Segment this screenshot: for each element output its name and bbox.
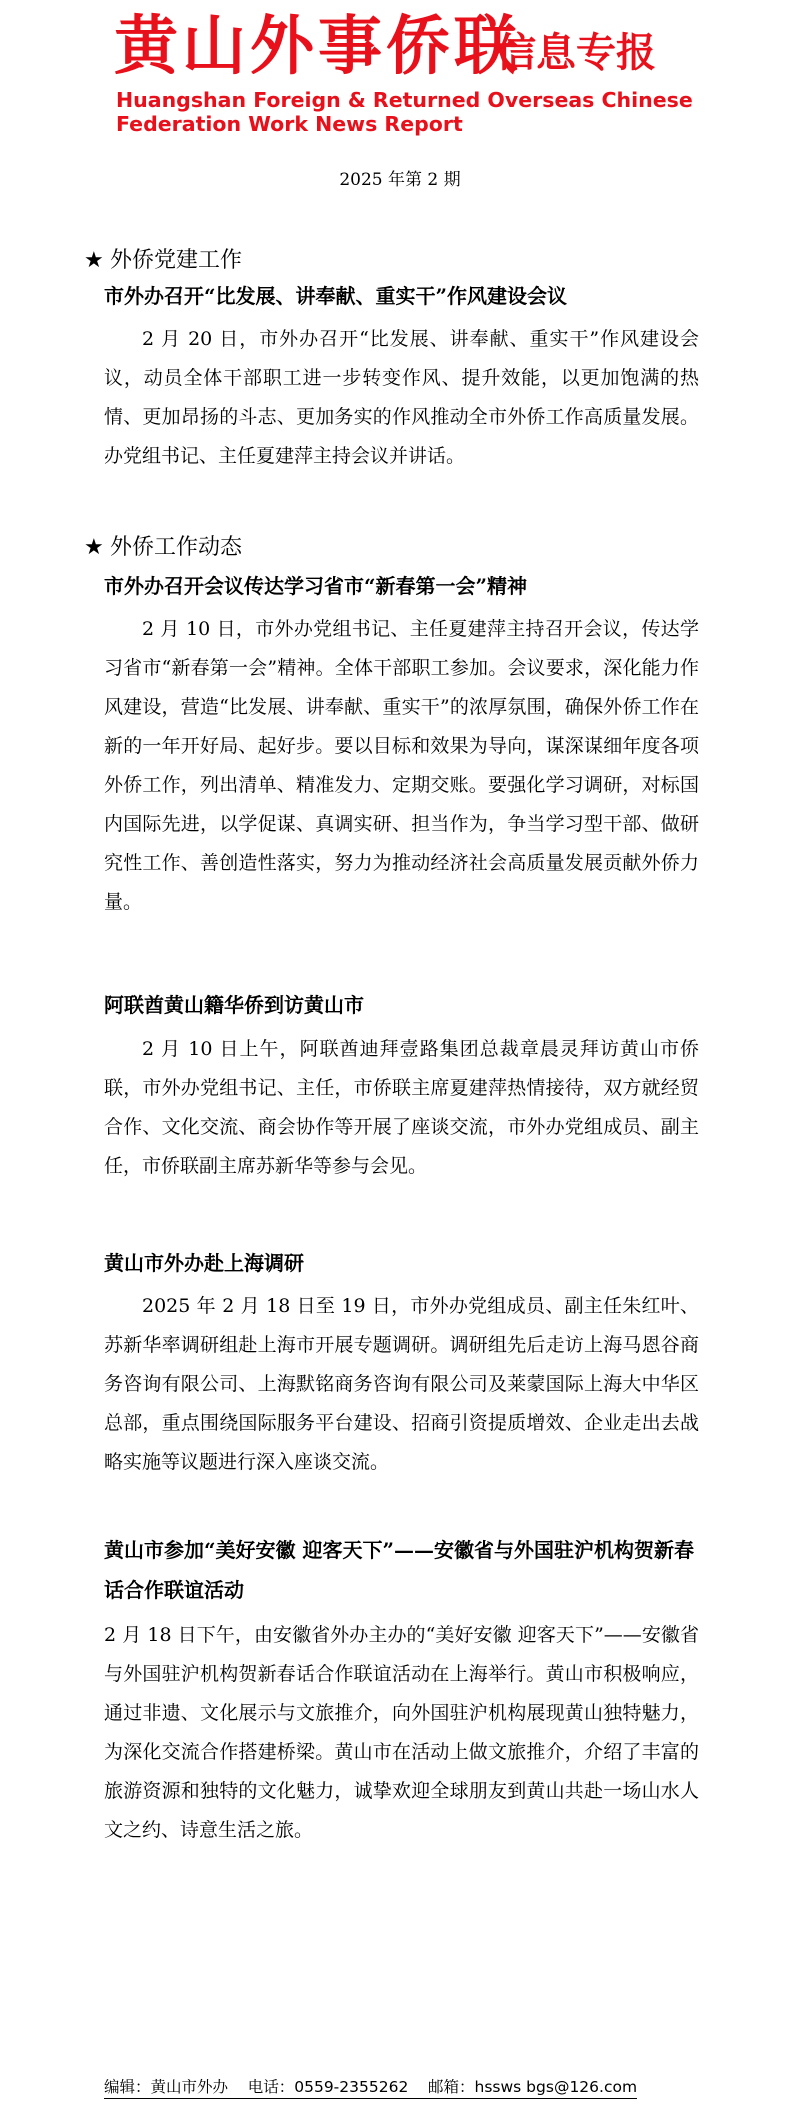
section-heading-text: 外侨工作动态: [110, 535, 243, 560]
section-heading-party-building: [84, 246, 242, 276]
article-title: 黄山市参加“美好安徽 迎客天下”——安徽省与外国驻沪机构贺新春话合作联谊活动: [104, 1538, 694, 1602]
article-body: 2 月 18 日下午，由安徽省外办主办的“美好安徽 迎客天下”——安徽省与外国驻沪机构贺新春话合作联谊活动在上海举行。黄山市积极响应，通过非遗、文化展示与文旅推介，向外国驻沪机构展现黄山独特魅力，为深化交流合作搭建桥梁。黄山市在活动上做文旅推介，介绍了丰富的旅游资源和独特的文化魅力，诚挚欢迎全球朋友到黄山共赴一场山水人文之约、诗意生活之旅。: [104, 1624, 699, 1841]
article-body: 2 月 10 日，市外办党组书记、主任夏建萍主持召开会议，传达学习省市“新春第一会”精神。全体干部职工参加。会议要求，深化能力作风建设，营造“比发展、讲奉献、重实干”的浓厚氛围，确保外侨工作在新的一年开好局、起好步。要以目标和效果为导向，谋深谋细年度各项外侨工作，列出清单、精准发力、定期交账。要强化学习调研，对标国内国际先进，以学促谋、真调实研、担当作为，争当学习型干部、做研究性工作、善创造性落实，努力为推动经济社会高质量发展贡献外侨力量。: [104, 618, 699, 913]
footer-editor: 编辑：黄山市外办: [104, 2078, 229, 2096]
masthead-english-line-1: Huangshan Foreign & Returned Overseas Chinese: [116, 88, 693, 112]
masthead-title: 黄山外事侨联: [114, 9, 522, 84]
masthead-english-line-2: Federation Work News Report: [116, 112, 463, 136]
article-body: 2 月 10 日上午，阿联酋迪拜壹路集团总裁章晨灵拜访黄山市侨联，市外办党组书记、主任，市侨联主席夏建萍热情接待，双方就经贸合作、文化交流、商会协作等开展了座谈交流，市外办党组成员、副主任，市侨联副主席苏新华等参与会见。: [104, 1038, 699, 1177]
article-body: 2025 年 2 月 18 日至 19 日，市外办党组成员、副主任朱红叶、苏新华率调研组赴上海市开展专题调研。调研组先后走访上海马恩谷商务咨询有限公司、上海默铭商务咨询有限公司及莱蒙国际上海大中华区总部，重点围绕国际服务平台建设、招商引资提质增效、企业走出去战略实施等议题进行深入座谈交流。: [104, 1295, 699, 1473]
masthead-subtitle: 信息专报: [496, 30, 656, 76]
footer-phone: 电话：0559-2355262: [247, 2078, 409, 2096]
masthead: [108, 10, 708, 140]
footer-email: 邮箱：hssws bgs@126.com: [428, 2078, 638, 2096]
issue-number: 2025 年第 2 期: [339, 170, 461, 190]
section-heading-work-dynamics: [84, 533, 242, 563]
article-body: 2 月 20 日，市外办召开“比发展、讲奉献、重实干”作风建设会议，动员全体干部职工进一步转变作风、提升效能，以更加饱满的热情、更加昂扬的斗志、更加务实的作风推动全市外侨工作高质量发展。办党组书记、主任夏建萍主持会议并讲话。: [104, 328, 699, 467]
article-title: 阿联酋黄山籍华侨到访黄山市: [104, 993, 364, 1017]
article-title: 市外办召开“比发展、讲奉献、重实干”作风建设会议: [104, 284, 568, 308]
article-title: 市外办召开会议传达学习省市“新春第一会”精神: [104, 574, 528, 598]
footer: [104, 2076, 637, 2099]
article-title: 黄山市外办赴上海调研: [104, 1251, 304, 1275]
star-icon: ★: [84, 535, 104, 560]
section-heading-text: 外侨党建工作: [110, 248, 243, 273]
star-icon: ★: [84, 248, 104, 273]
